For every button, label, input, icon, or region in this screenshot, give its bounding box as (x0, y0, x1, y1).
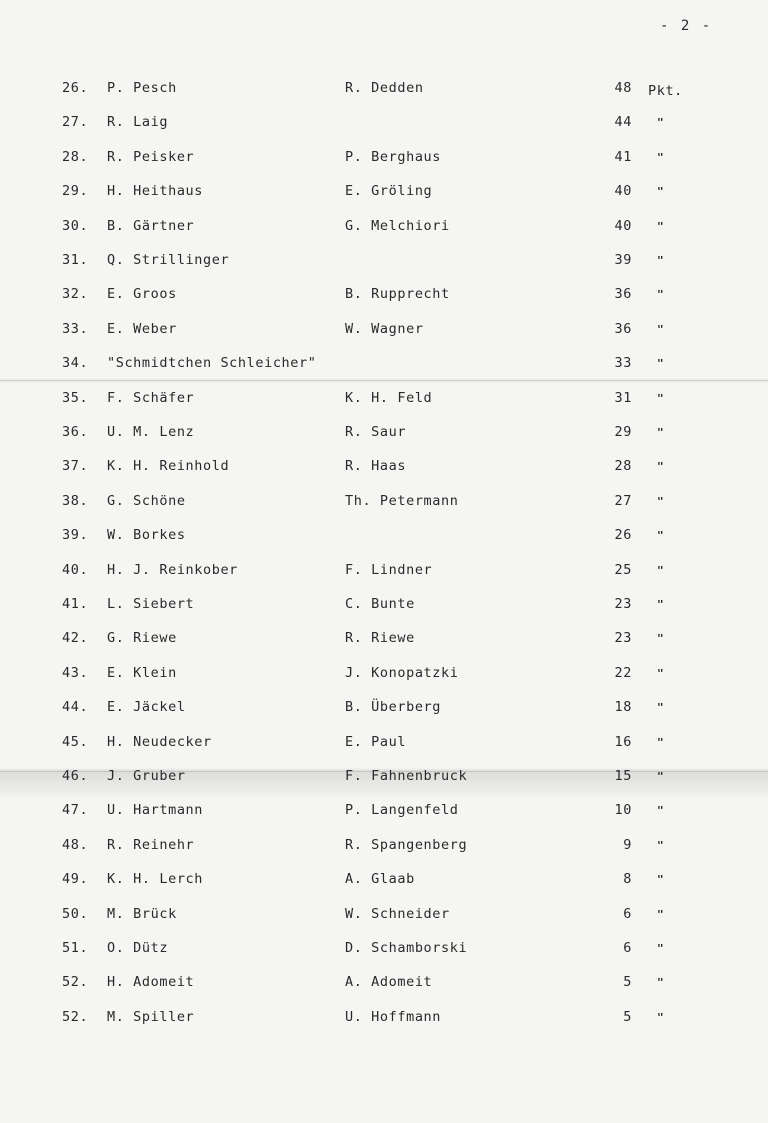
player1-cell: K. H. Reinhold (107, 458, 230, 475)
ditto-mark: " (657, 563, 665, 577)
points-cell: 23 (614, 596, 632, 612)
rank-cell: 52. (62, 974, 89, 991)
rank-cell: 41. (62, 596, 89, 612)
player1-cell: K. H. Lerch (107, 871, 204, 888)
points-cell: 29 (614, 424, 632, 440)
player2-cell: J. Konopatzki (345, 664, 459, 681)
rank-cell: 31. (62, 252, 89, 268)
player1-cell: B. Gärtner (107, 217, 195, 234)
ditto-mark: " (657, 1010, 665, 1024)
table-row (0, 149, 768, 173)
table-row (0, 699, 768, 723)
player2-cell: A. Glaab (345, 871, 415, 888)
rank-cell: 29. (62, 183, 89, 200)
player2-cell: R. Spangenberg (345, 836, 468, 853)
player2-cell: E. Gröling (345, 183, 433, 200)
ditto-mark: " (657, 288, 665, 302)
player1-cell: R. Peisker (107, 148, 195, 165)
rank-cell: 26. (62, 80, 89, 96)
player1-cell: E. Groos (107, 286, 177, 303)
ditto-mark: " (657, 322, 665, 336)
table-row (0, 424, 768, 448)
rank-cell: 32. (62, 286, 89, 303)
player1-cell: H. Neudecker (107, 733, 212, 750)
rank-cell: 47. (62, 802, 89, 819)
points-cell: 44 (614, 114, 632, 131)
points-cell: 27 (614, 492, 632, 509)
points-cell: 8 (623, 871, 632, 888)
player2-cell: W. Wagner (345, 320, 424, 337)
rank-cell: 45. (62, 733, 89, 750)
ditto-mark: " (657, 529, 665, 543)
player2-cell: C. Bunte (345, 596, 415, 612)
player2-cell: Th. Petermann (345, 492, 459, 509)
player1-cell: W. Borkes (107, 527, 186, 544)
player1-cell: F. Schäfer (107, 389, 195, 406)
rank-cell: 33. (62, 320, 89, 337)
table-row (0, 837, 768, 861)
points-cell: 5 (623, 974, 632, 991)
player1-cell: U. Hartmann (107, 802, 204, 819)
player1-cell: E. Weber (107, 320, 177, 337)
table-row (0, 493, 768, 517)
points-cell: 39 (614, 252, 632, 268)
points-cell: 40 (614, 183, 632, 200)
player2-cell: P. Langenfeld (345, 802, 459, 819)
table-row (0, 321, 768, 345)
ditto-mark: " (657, 116, 665, 130)
table-row (0, 286, 768, 310)
player1-cell: M. Brück (107, 905, 177, 922)
player1-cell: U. M. Lenz (107, 424, 195, 440)
player2-cell: E. Paul (345, 733, 407, 750)
ditto-mark: " (657, 598, 665, 611)
ditto-mark: " (657, 357, 665, 371)
table-row (0, 183, 768, 207)
rank-cell: 46. (62, 768, 89, 784)
rank-cell: 50. (62, 905, 89, 922)
player1-cell: H. Heithaus (107, 183, 204, 200)
player1-cell: L. Siebert (107, 596, 195, 612)
points-cell: 15 (614, 768, 632, 784)
table-row (0, 906, 768, 930)
table-row (0, 940, 768, 964)
player2-cell: G. Melchiori (345, 217, 450, 234)
unit-label: Pkt. (648, 83, 683, 99)
player1-cell: M. Spiller (107, 1008, 195, 1025)
ditto-mark: " (657, 254, 665, 267)
table-row (0, 80, 768, 104)
table-row (0, 562, 768, 586)
ditto-mark: " (657, 838, 665, 852)
player2-cell: R. Haas (345, 458, 407, 475)
points-cell: 36 (614, 286, 632, 303)
player2-cell: D. Schamborski (345, 940, 468, 956)
player1-cell: "Schmidtchen Schleicher" (107, 355, 317, 372)
player1-cell: G. Schöne (107, 492, 186, 509)
player2-cell: U. Hoffmann (345, 1008, 442, 1025)
player2-cell: B. Rupprecht (345, 286, 450, 303)
ditto-mark: " (657, 632, 665, 646)
rank-cell: 35. (62, 389, 89, 406)
table-row (0, 458, 768, 482)
table-row (0, 355, 768, 379)
ditto-mark: " (657, 770, 665, 783)
player2-cell: P. Berghaus (345, 148, 442, 165)
player2-cell: F. Lindner (345, 561, 433, 578)
table-row (0, 665, 768, 689)
ditto-mark: " (657, 701, 665, 715)
player2-cell: R. Riewe (345, 630, 415, 647)
points-cell: 36 (614, 320, 632, 337)
points-cell: 23 (614, 630, 632, 647)
ditto-mark: " (657, 907, 665, 921)
rank-cell: 52. (62, 1008, 89, 1025)
points-cell: 48 (614, 80, 632, 96)
player2-cell: K. H. Feld (345, 389, 433, 406)
table-row (0, 871, 768, 895)
player2-cell: R. Dedden (345, 80, 424, 96)
points-cell: 10 (614, 802, 632, 819)
player2-cell: R. Saur (345, 424, 407, 440)
rank-cell: 30. (62, 217, 89, 234)
rank-cell: 34. (62, 355, 89, 372)
player1-cell: H. Adomeit (107, 974, 195, 991)
player1-cell: P. Pesch (107, 80, 177, 96)
player2-cell: W. Schneider (345, 905, 450, 922)
player1-cell: R. Laig (107, 114, 169, 131)
points-cell: 16 (614, 733, 632, 750)
rank-cell: 27. (62, 114, 89, 131)
points-cell: 6 (623, 905, 632, 922)
rank-cell: 42. (62, 630, 89, 647)
points-cell: 22 (614, 664, 632, 681)
points-cell: 28 (614, 458, 632, 475)
player2-cell: F. Fahnenbruck (345, 768, 468, 784)
player1-cell: Q. Strillinger (107, 252, 230, 268)
fold-line (0, 380, 768, 381)
rank-cell: 51. (62, 940, 89, 956)
rank-cell: 43. (62, 664, 89, 681)
points-cell: 33 (614, 355, 632, 372)
player1-cell: E. Jäckel (107, 699, 186, 716)
ditto-mark: " (657, 460, 665, 474)
ditto-mark: " (657, 735, 665, 749)
player1-cell: G. Riewe (107, 630, 177, 647)
ditto-mark: " (657, 873, 665, 887)
table-row (0, 114, 768, 138)
table-row (0, 218, 768, 242)
player1-cell: E. Klein (107, 664, 177, 681)
ditto-mark: " (657, 494, 665, 508)
rank-cell: 48. (62, 836, 89, 853)
points-cell: 25 (614, 561, 632, 578)
points-cell: 31 (614, 389, 632, 406)
rank-cell: 39. (62, 527, 89, 544)
table-row (0, 252, 768, 276)
ditto-mark: " (657, 666, 665, 680)
points-cell: 9 (623, 836, 632, 853)
ditto-mark: " (657, 150, 665, 164)
table-row (0, 390, 768, 414)
ditto-mark: " (657, 219, 665, 233)
page-number: - 2 - (660, 18, 713, 34)
player1-cell: R. Reinehr (107, 836, 195, 853)
points-cell: 41 (614, 148, 632, 165)
table-row (0, 596, 768, 620)
rank-cell: 49. (62, 871, 89, 888)
player2-cell: B. Überberg (345, 699, 442, 716)
rank-cell: 37. (62, 458, 89, 475)
table-row (0, 630, 768, 654)
table-row (0, 768, 768, 792)
ditto-mark: " (657, 185, 665, 199)
rank-cell: 36. (62, 424, 89, 440)
player1-cell: J. Gruber (107, 768, 186, 784)
player2-cell: A. Adomeit (345, 974, 433, 991)
points-cell: 5 (623, 1008, 632, 1025)
table-row (0, 527, 768, 551)
table-row (0, 734, 768, 758)
table-row (0, 802, 768, 826)
table-row (0, 974, 768, 998)
player1-cell: H. J. Reinkober (107, 561, 238, 578)
rank-cell: 40. (62, 561, 89, 578)
rank-cell: 38. (62, 492, 89, 509)
points-cell: 6 (623, 940, 632, 956)
points-cell: 26 (614, 527, 632, 544)
points-cell: 18 (614, 699, 632, 716)
player1-cell: O. Dütz (107, 940, 169, 956)
table-row (0, 1009, 768, 1033)
ditto-mark: " (657, 426, 665, 439)
rank-cell: 28. (62, 148, 89, 165)
rank-cell: 44. (62, 699, 89, 716)
points-cell: 40 (614, 217, 632, 234)
ditto-mark: " (657, 804, 665, 818)
ditto-mark: " (657, 391, 665, 405)
ditto-mark: " (657, 976, 665, 990)
ditto-mark: " (657, 942, 665, 955)
